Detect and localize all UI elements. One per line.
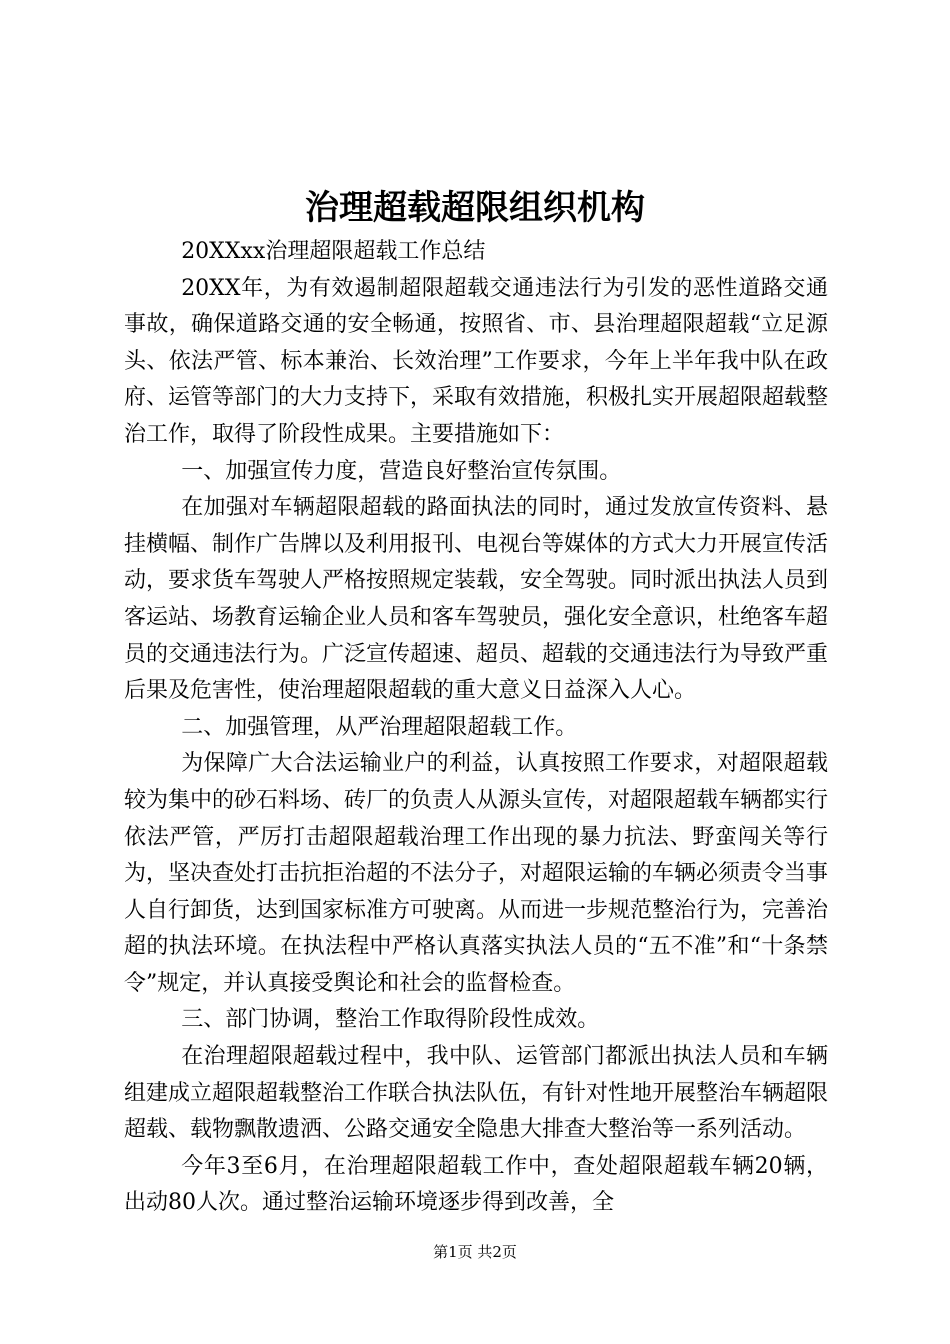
section-heading-2: 二、加强管理，从严治理超限超载工作。: [181, 714, 578, 740]
paragraph-section-1: 在加强对车辆超限超载的路面执法的同时，通过发放宣传资料、悬挂横幅、制作广告牌以及利用报刊、电视台等媒体的方式大力开展宣传活动，要求货车驾驶人严格按照规定装载，安全驾驶。同时派出执法人员到客运站、场教育运输企业人员和客车驾驶员，强化安全意识，杜绝客车超员的交通违法行为。广泛宣传超速、超员、超载的交通违法行为导致严重后果及危害性，使治理超限超载的重大意义日益深入人心。: [124, 495, 829, 704]
paragraph-intro: 20XX年，为有效遏制超限超载交通违法行为引发的恶性道路交通事故，确保道路交通的安全畅通，按照省、市、县治理超限超载“立足源头、依法严管、标本兼治、长效治理”工作要求，今年上半年我中队在政府、运管等部门的大力支持下，采取有效措施，积极扎实开展超限超载整治工作，取得了阶段性成果。主要措施如下：: [124, 275, 829, 447]
paragraph-section-2: 为保障广大合法运输业户的利益，认真按照工作要求，对超限超载较为集中的砂石料场、砖厂的负责人从源头宣传，对超限超载车辆都实行依法严管，严厉打击超限超载治理工作出现的暴力抗法、野蛮闯关等行为，坚决查处打击抗拒治超的不法分子，对超限运输的车辆必须责令当事人自行卸货，达到国家标准方可驶离。从而进一步规范整治行为，完善治超的执法环境。在执法程中严格认真落实执法人员的“五不准”和“十条禁令”规定，并认真接受舆论和社会的监督检查。: [124, 751, 829, 996]
section-heading-3: 三、部门协调，整治工作取得阶段性成效。: [181, 1007, 600, 1033]
page-footer: 第1页 共2页: [433, 1243, 517, 1261]
paragraph-section-3: 在治理超限超载过程中，我中队、运管部门都派出执法人员和车辆组建成立超限超载整治工作联合执法队伍，有针对性地开展整治车辆超限超载、载物飘散遗洒、公路交通安全隐患大排查大整治等一系列活动。: [124, 1044, 829, 1143]
paragraph-subtitle: 20XXxx治理超限超载工作总结: [181, 239, 486, 264]
document-title: 治理超载超限组织机构: [305, 188, 645, 228]
document-body: [124, 234, 828, 1222]
section-heading-1: 一、加强宣传力度，营造良好整治宣传氛围。: [181, 458, 622, 484]
paragraph-results: 今年3至6月，在治理超限超载工作中，查处超限超载车辆20辆，出动80人次。通过整治运输环境逐步得到改善，全: [124, 1153, 828, 1216]
